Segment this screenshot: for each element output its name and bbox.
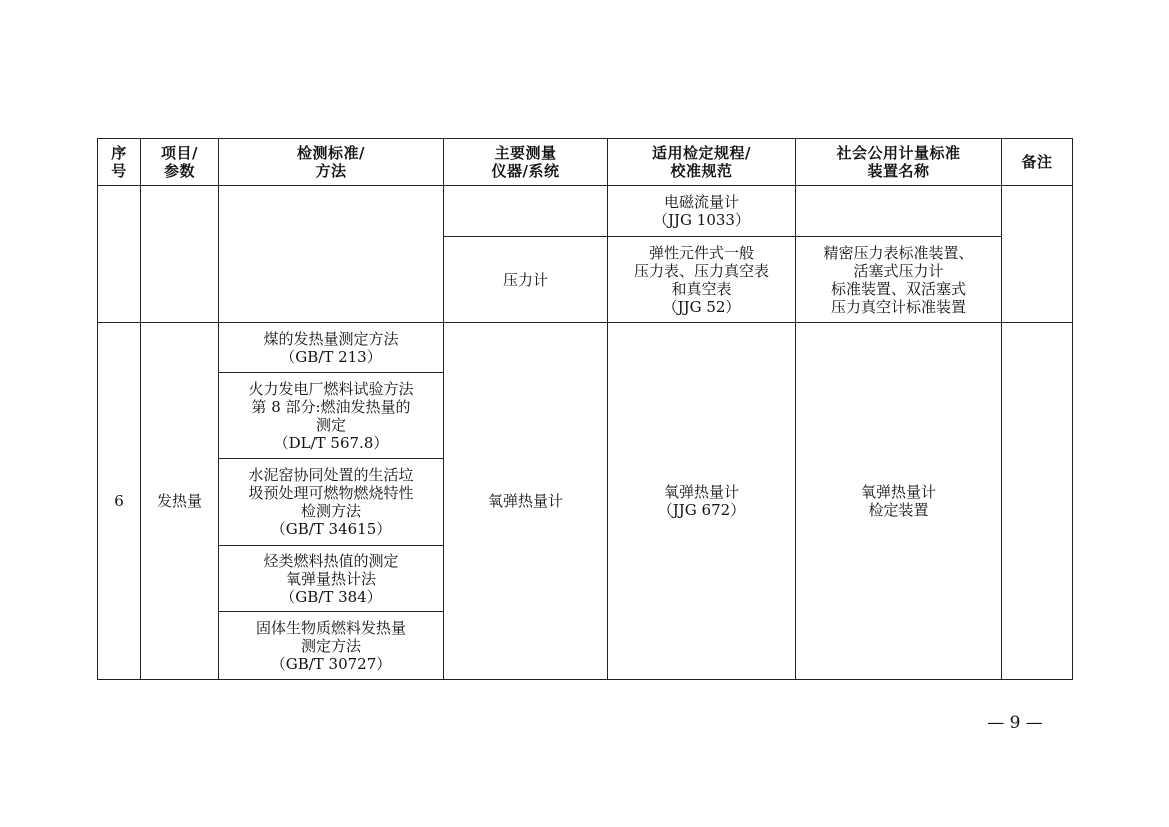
header-standard: 检测标准/ 方法 — [219, 139, 444, 186]
page-number: — 9 — — [987, 713, 1043, 733]
cell-standard: 煤的发热量测定方法 （GB/T 213） — [219, 323, 444, 373]
cell-regulation: 电磁流量计 （JJG 1033） — [608, 186, 796, 237]
cell-instrument: 压力计 — [444, 237, 608, 323]
header-seq: 序 号 — [98, 139, 141, 186]
cell-seq: 6 — [98, 323, 141, 680]
cell-seq-empty — [98, 186, 141, 323]
cell-instrument-empty — [444, 186, 608, 237]
cell-item-empty — [141, 186, 219, 323]
header-std-device: 社会公用计量标准 装置名称 — [796, 139, 1002, 186]
cell-regulation: 弹性元件式一般 压力表、压力真空表 和真空表 （JJG 52） — [608, 237, 796, 323]
cell-remark-empty — [1002, 323, 1073, 680]
cell-std-device: 氧弹热量计 检定装置 — [796, 323, 1002, 680]
header-row — [98, 139, 1073, 186]
cell-item: 发热量 — [141, 323, 219, 680]
cell-std-device-empty — [796, 186, 1002, 237]
cell-standard-empty — [219, 186, 444, 323]
table-row — [98, 186, 1073, 237]
header-remark: 备注 — [1002, 139, 1073, 186]
cell-standard: 水泥窑协同处置的生活垃 圾预处理可燃物燃烧特性 检测方法 （GB/T 34615） — [219, 459, 444, 546]
cell-remark-empty — [1002, 186, 1073, 323]
cell-standard: 火力发电厂燃料试验方法 第 8 部分:燃油发热量的 测定 （DL/T 567.8） — [219, 373, 444, 459]
cell-standard: 固体生物质燃料发热量 测定方法 （GB/T 30727） — [219, 612, 444, 680]
header-regulation: 适用检定规程/ 校准规范 — [608, 139, 796, 186]
standards-table — [97, 138, 1073, 680]
header-instrument: 主要测量 仪器/系统 — [444, 139, 608, 186]
cell-regulation: 氧弹热量计 （JJG 672） — [608, 323, 796, 680]
table-row — [98, 323, 1073, 373]
cell-instrument: 氧弹热量计 — [444, 323, 608, 680]
cell-standard: 烃类燃料热值的测定 氧弹量热计法 （GB/T 384） — [219, 546, 444, 612]
header-item: 项目/ 参数 — [141, 139, 219, 186]
cell-std-device: 精密压力表标准装置、 活塞式压力计 标准装置、双活塞式 压力真空计标准装置 — [796, 237, 1002, 323]
